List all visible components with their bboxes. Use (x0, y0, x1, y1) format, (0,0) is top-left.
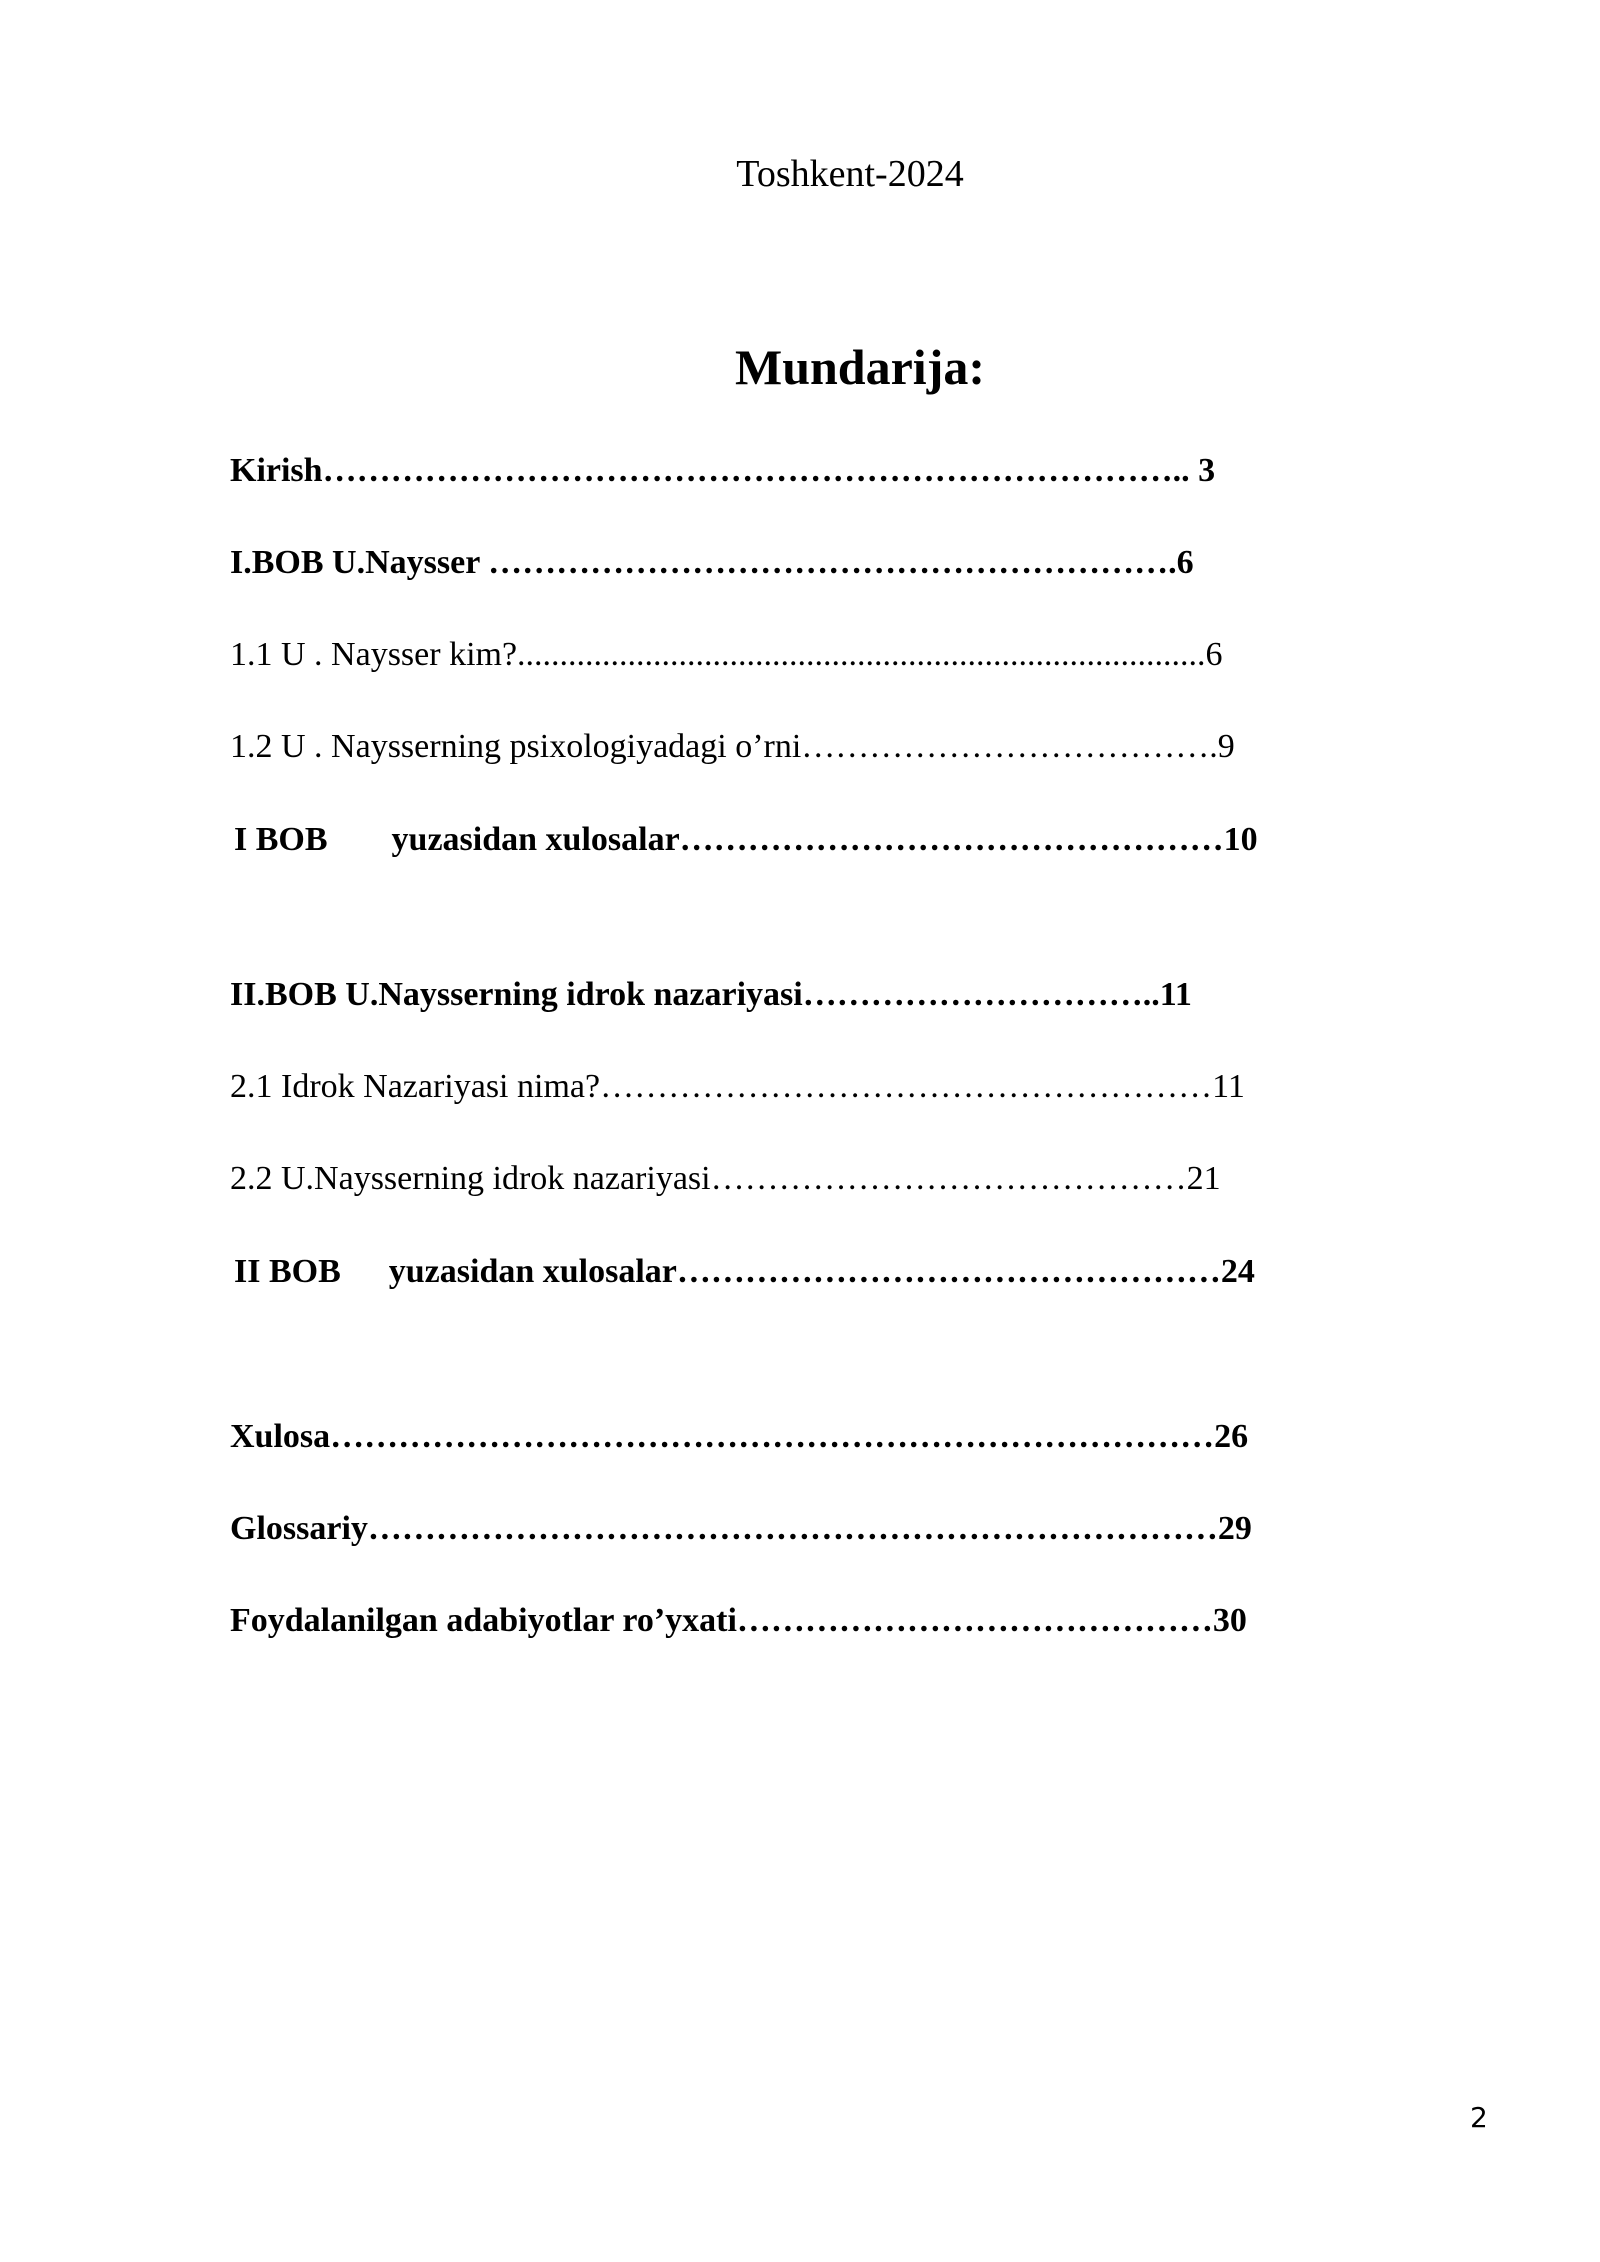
page-number: 2 (1470, 2101, 1488, 2134)
toc-entry-label: yuzasidan xulosalar…………………………………………10 (391, 821, 1258, 858)
toc-entry-xulosa[interactable]: Xulosa……………………………………………………………………26 (230, 1418, 1249, 1455)
toc-entry-chapter-2[interactable]: II.BOB U.Naysserning idrok nazariyasi…………………………..11 (230, 976, 1192, 1013)
city-year-heading: Toshkent-2024 (736, 153, 964, 195)
toc-entry-references[interactable]: Foydalanilgan adabiyotlar ro’yxati……………………………………30 (230, 1602, 1247, 1639)
toc-entry-chapter-1-conclusions[interactable] (234, 818, 1258, 862)
toc-entry-label: yuzasidan xulosalar…………………………………………24 (388, 1253, 1255, 1290)
toc-entry-glossariy[interactable]: Glossariy…………………………………………………………………29 (230, 1510, 1252, 1547)
toc-entry-section-1-2[interactable]: 1.2 U . Naysserning psixologiyadagi o’rni……………………………….9 (230, 728, 1235, 765)
toc-entry-chapter-2-conclusions[interactable] (234, 1250, 1255, 1294)
toc-entry-section-2-2[interactable]: 2.2 U.Naysserning idrok nazariyasi……………………………………21 (230, 1160, 1221, 1197)
toc-entry-kirish[interactable]: Kirish………………………………………………………………….. 3 (230, 452, 1216, 489)
toc-entry-prefix: II BOB (234, 1253, 341, 1290)
toc-title: Mundarija: (735, 339, 985, 395)
toc-entry-section-1-1[interactable]: 1.1 U . Naysser kim?.................................................................................6 (230, 636, 1223, 673)
toc-entry-chapter-1[interactable]: I.BOB U.Naysser …………………………………………………….6 (230, 544, 1194, 581)
toc-entry-section-2-1[interactable]: 2.1 Idrok Nazariyasi nima?………………………………………………11 (230, 1068, 1245, 1105)
toc-entry-prefix: I BOB (234, 821, 328, 858)
